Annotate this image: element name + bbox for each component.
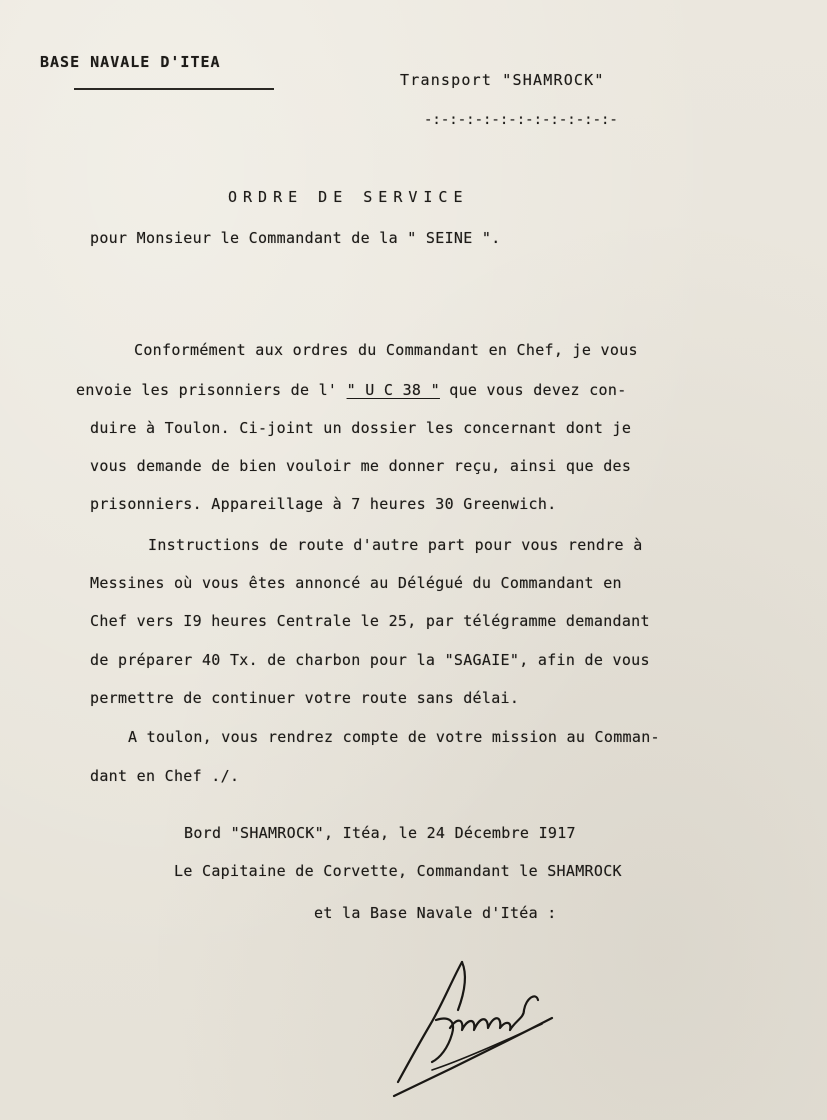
order-heading: ORDRE DE SERVICE [228,188,469,206]
signatory-line2: et la Base Navale d'Itéa : [314,904,557,922]
handwritten-signature [392,950,572,1100]
body-p1-line5: prisonniers. Appareillage à 7 heures 30 Greenwich. [90,495,557,513]
date-line: Bord "SHAMROCK", Itéa, le 24 Décembre I917 [184,824,576,842]
body-p3-line1: A toulon, vous rendrez compte de votre mission au Comman- [128,728,660,746]
body-p2-line3: Chef vers I9 heures Centrale le 25, par télégramme demandant [90,612,650,630]
body-p3-line2: dant en Chef ./. [90,767,240,785]
dash-line: -:-:-:-:-:-:-:-:-:-:-:- [424,112,618,128]
body-p2-line1: Instructions de route d'autre part pour vous rendre à [148,536,643,554]
ship-name-uc38: " U C 38 " [346,381,440,399]
transport-label: Transport "SHAMROCK" [400,71,605,89]
body-p1-line4: vous demande de bien vouloir me donner reçu, ainsi que des [90,457,632,475]
body-p1-line3: duire à Toulon. Ci-joint un dossier les concernant dont je [90,419,632,437]
order-subheading: pour Monsieur le Commandant de la " SEINE ". [90,229,501,247]
body-p2-line4: de préparer 40 Tx. de charbon pour la "SAGAIE", afin de vous [90,651,650,669]
base-title: BASE NAVALE D'ITEA [40,53,221,71]
body-p1-line2-pre: envoie les prisonniers de l' [76,381,347,399]
body-p1-line2 [76,380,627,400]
signatory-line1: Le Capitaine de Corvette, Commandant le SHAMROCK [174,862,622,880]
body-p1-line2-post: que vous devez con- [439,381,627,399]
body-p1-line1: Conformément aux ordres du Commandant en Chef, je vous [134,341,638,359]
body-p2-line2: Messines où vous êtes annoncé au Délégué du Commandant en [90,574,622,592]
body-p2-line5: permettre de continuer votre route sans délai. [90,689,520,707]
base-title-underline [74,88,274,90]
